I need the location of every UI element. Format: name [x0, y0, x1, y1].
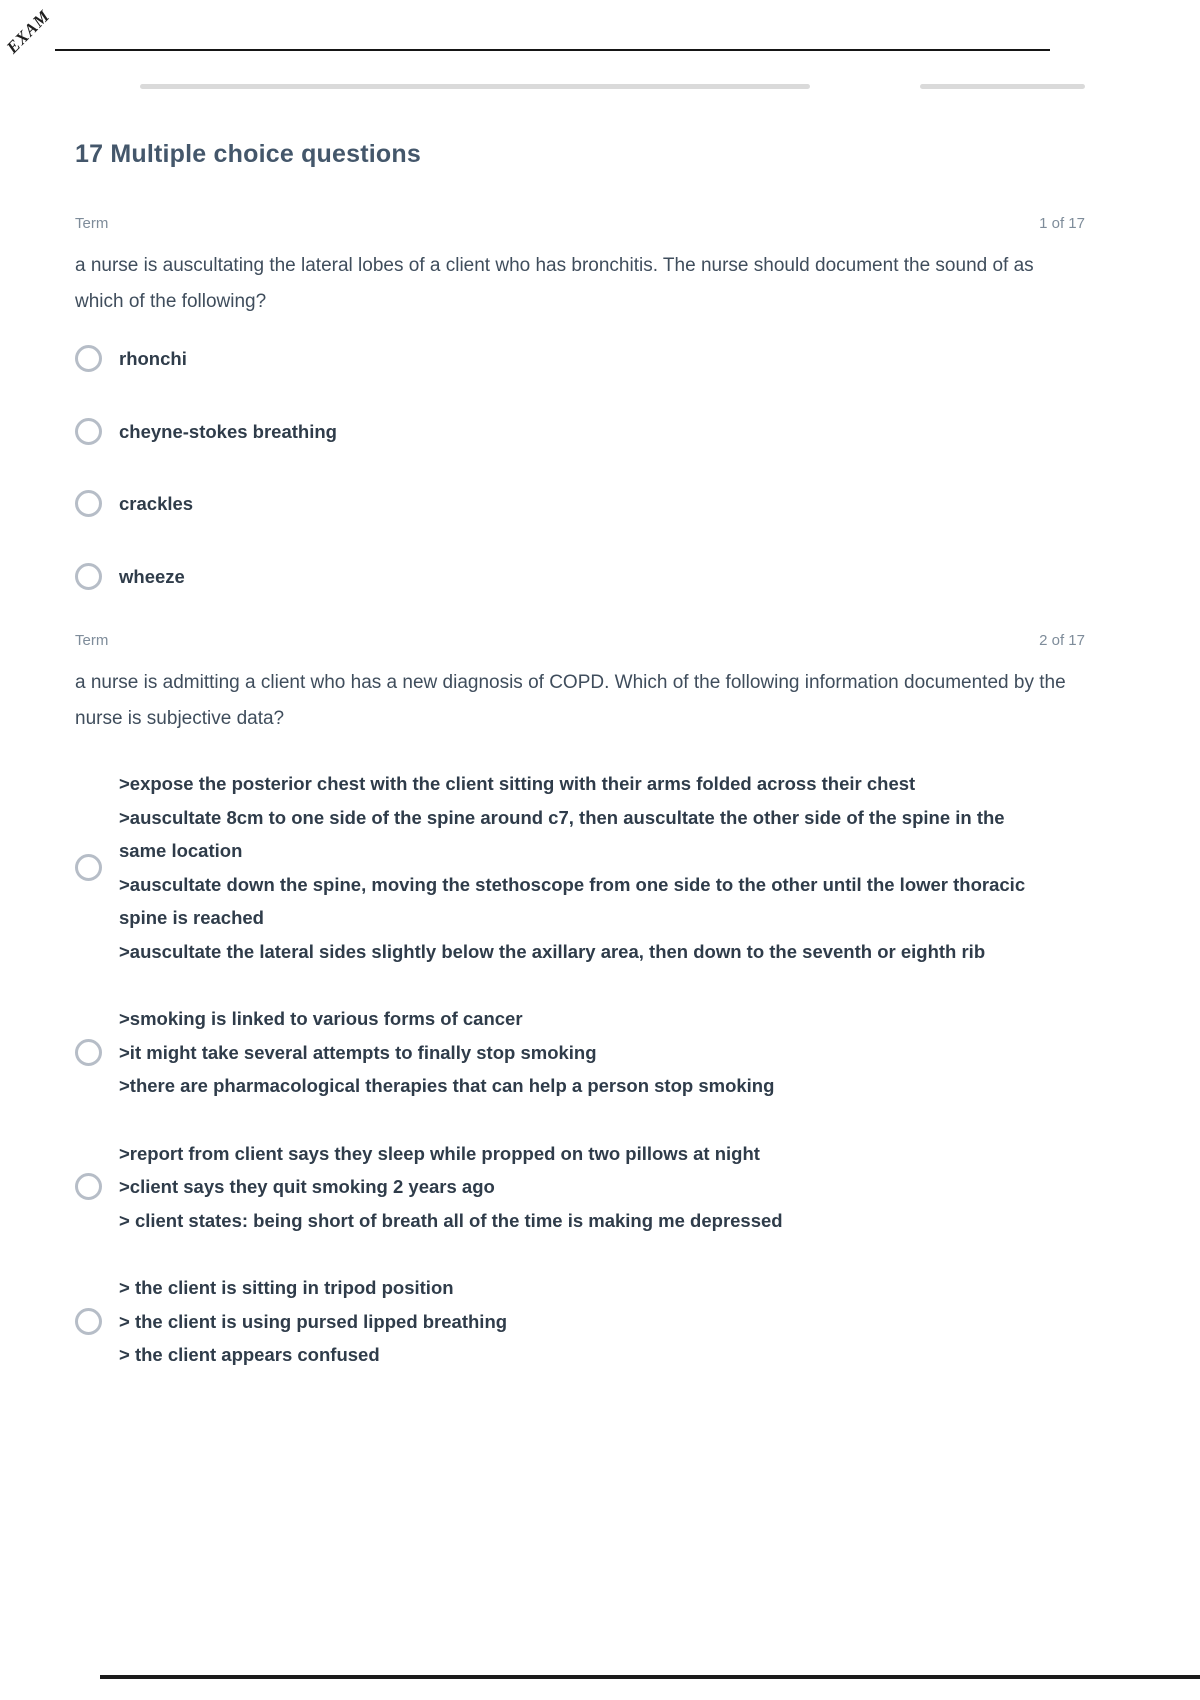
option-label — [119, 415, 337, 449]
option-line: crackles — [119, 493, 194, 514]
radio-button[interactable] — [75, 418, 102, 445]
option-line: >there are pharmacological therapies that can help a person stop smoking — [119, 1075, 775, 1096]
decorative-bar-right — [920, 84, 1085, 89]
radio-button[interactable] — [75, 345, 102, 372]
option-line: >smoking is linked to various forms of cancer — [119, 1008, 523, 1029]
option-label — [119, 1137, 783, 1238]
exam-watermark: EXAM — [2, 6, 54, 58]
radio-button[interactable] — [75, 490, 102, 517]
radio-button[interactable] — [75, 854, 102, 881]
question-card-1 — [75, 215, 1085, 593]
option-label — [119, 1002, 774, 1103]
answer-options — [75, 767, 1085, 1372]
answer-option[interactable] — [75, 560, 1085, 594]
option-line: >expose the posterior chest with the client sitting with their arms folded across their chest — [119, 773, 916, 794]
answer-options — [75, 342, 1085, 593]
term-row — [75, 632, 1085, 649]
option-line: >report from client says they sleep while propped on two pillows at night — [119, 1142, 760, 1164]
option-line: rhonchi — [119, 348, 187, 369]
top-divider — [55, 49, 1050, 51]
option-label — [119, 342, 187, 376]
option-line: >auscultate 8cm to one side of the spine around c7, then auscultate the other side of the spine in the same location — [119, 806, 1005, 861]
option-line: > the client is sitting in tripod position — [119, 1277, 454, 1298]
option-line: > client states: being short of breath all of the time is making me depressed — [119, 1209, 783, 1231]
main-content — [75, 140, 1085, 1406]
answer-option[interactable] — [75, 342, 1085, 376]
radio-button[interactable] — [75, 1039, 102, 1066]
question-counter: 2 of 17 — [1039, 632, 1085, 649]
term-row — [75, 215, 1085, 232]
answer-option[interactable] — [75, 487, 1085, 521]
option-line: >it might take several attempts to finally stop smoking — [119, 1041, 597, 1063]
term-label: Term — [75, 215, 109, 232]
option-line: > the client appears confused — [119, 1344, 380, 1365]
option-label — [119, 767, 1054, 968]
answer-option[interactable] — [75, 1002, 1085, 1103]
bottom-divider — [100, 1675, 1200, 1679]
option-line: > the client is using pursed lipped breathing — [119, 1310, 508, 1332]
option-label — [119, 487, 193, 521]
decorative-bar-left — [140, 84, 810, 89]
question-text: a nurse is auscultating the lateral lobes of a client who has bronchitis. The nurse should document the sound of as which of the following? — [75, 255, 1034, 312]
answer-option[interactable] — [75, 1271, 1085, 1372]
answer-option[interactable] — [75, 415, 1085, 449]
question-card-2 — [75, 632, 1085, 1372]
option-line: wheeze — [119, 565, 185, 587]
answer-option[interactable] — [75, 1137, 1085, 1238]
term-label: Term — [75, 632, 109, 649]
option-line: >client says they quit smoking 2 years ago — [119, 1176, 495, 1197]
answer-option[interactable] — [75, 767, 1085, 968]
page-title: 17 Multiple choice questions — [75, 140, 421, 168]
question-text: a nurse is admitting a client who has a new diagnosis of COPD. Which of the following information documented by the nurse is subjective data? — [75, 672, 1066, 729]
radio-button[interactable] — [75, 1173, 102, 1200]
radio-button[interactable] — [75, 1308, 102, 1335]
question-counter: 1 of 17 — [1039, 215, 1085, 232]
option-line: >auscultate the lateral sides slightly below the axillary area, then down to the seventh or eighth rib — [119, 940, 986, 962]
option-label — [119, 560, 185, 594]
option-line: cheyne-stokes breathing — [119, 420, 337, 442]
option-line: >auscultate down the spine, moving the stethoscope from one side to the other until the lower thoracic spine is reached — [119, 873, 1026, 928]
option-label — [119, 1271, 507, 1372]
radio-button[interactable] — [75, 563, 102, 590]
